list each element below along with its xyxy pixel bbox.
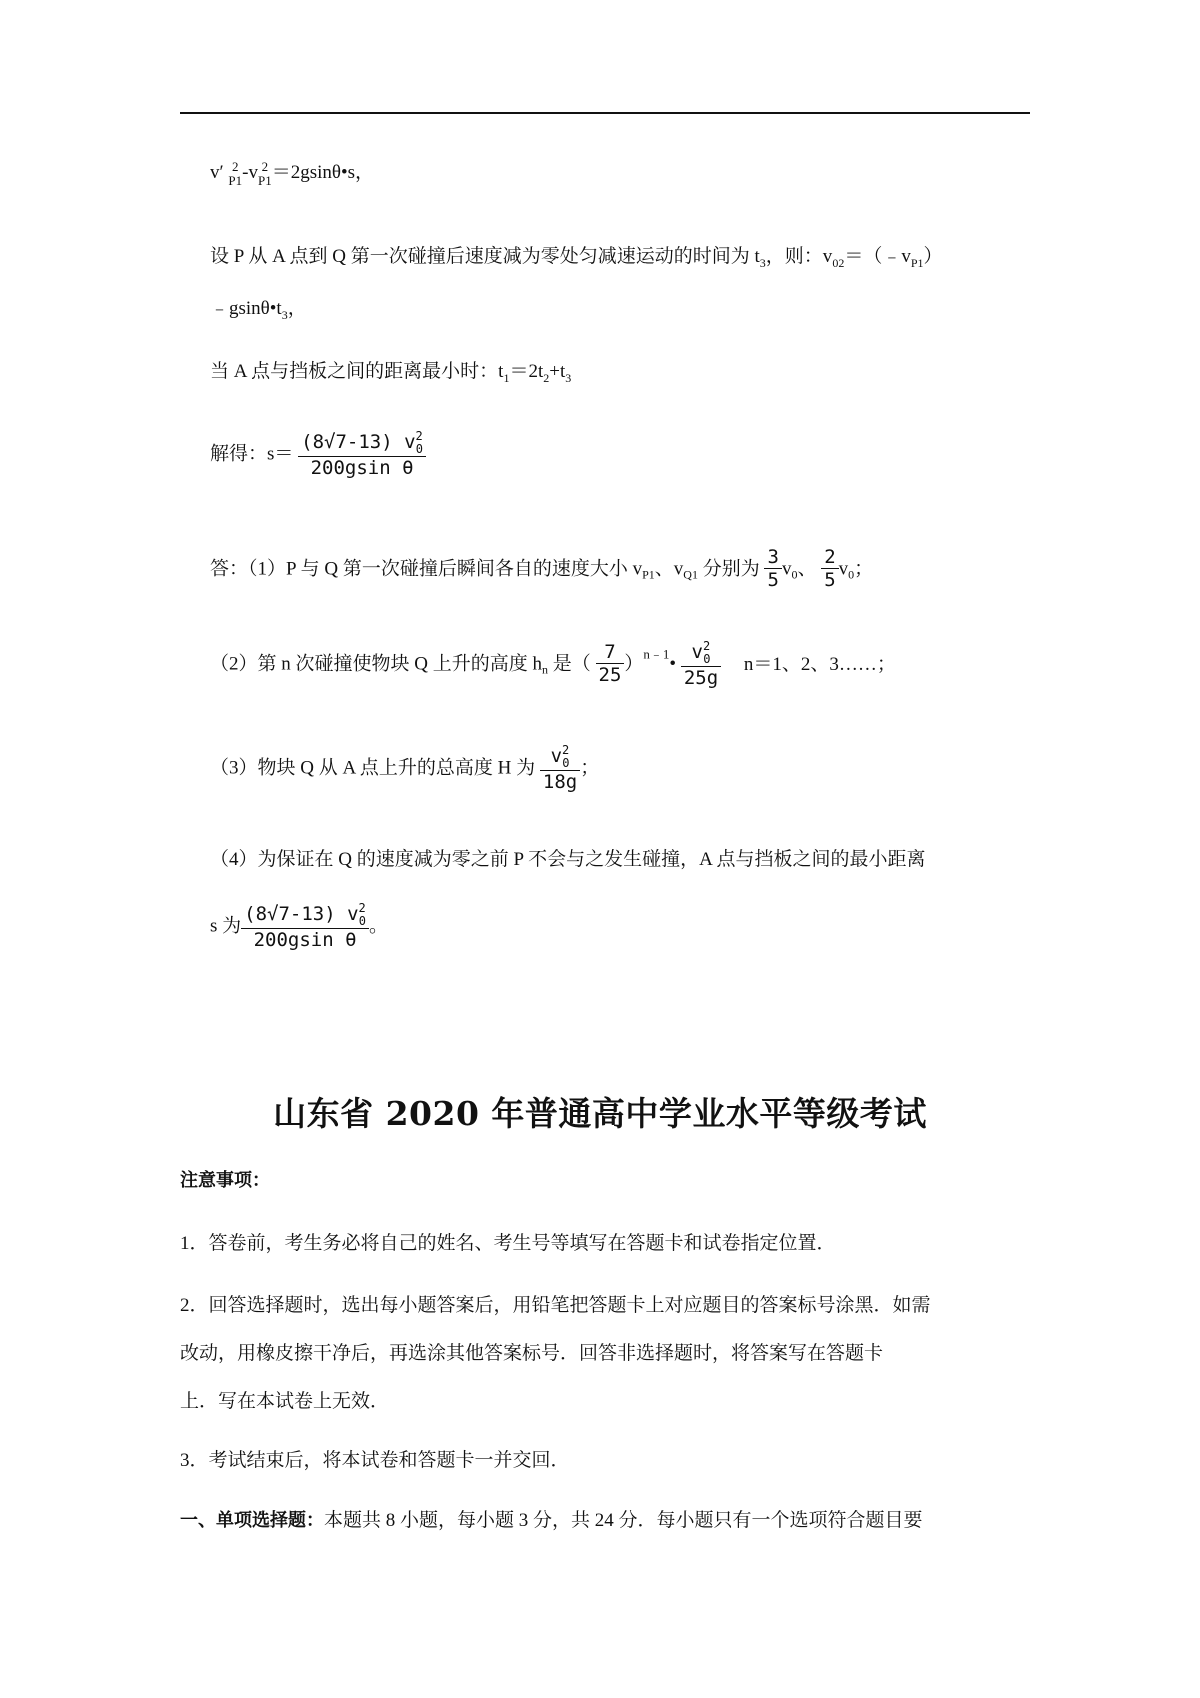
solution-line: 解得：s＝ $\frac{(8√7-13) v^2_0}{\text{200gsin θ}}$ [210,430,426,478]
section-1-heading: 一、单项选择题：本题共 8 小题，每小题 3 分，共 24 分．每小题只有一个选项符合题目要 [180,1510,923,1531]
notice-item-1: 1．答卷前，考生务必将自己的姓名、考生号等填写在答题卡和试卷指定位置． [180,1233,836,1254]
fraction-three-fifths: $\frac{3}{5}$ [764,548,781,590]
fraction-v0sq-25g: $\frac{v^2_0}{25g}$ [681,640,721,688]
answer-4-line2: s 为 $\frac{(8√7-13) v^2_0}{\text{200gsin θ}}$ 。 [210,901,389,951]
notice-item-3: 3．考试结束后，将本试卷和答题卡一并交回． [180,1450,570,1471]
header-rule [180,112,1030,114]
fraction-seven-25: $\frac{7}{25}$ [596,643,625,685]
answer-1: 答：（1）P 与 Q 第一次碰撞后瞬间各自的速度大小 $v_{P1}$、$v_{Q1}$ 分别为 $\frac{3}{5}$ $v_0$、 $\frac{2}{5}$ $v_0$； [210,546,874,591]
answer-3: （3）物块 Q 从 A 点上升的总高度 H 为 $\frac{v^2_0}{18g}$ ； [210,743,600,793]
answer-4-line1: （4）为保证在 Q 的速度减为零之前 P 不会与之发生碰撞，A 点与挡板之间的最小距离 [210,849,926,870]
notice-heading: 注意事项： [180,1170,270,1191]
min-distance-condition: 当 A 点与挡板之间的距离最小时：$t_1=2t_2+t_3$ [210,361,572,385]
fraction-v0sq-18g: $\frac{v^2_0}{18g}$ [540,744,580,792]
solution-fraction: $\frac{(8√7-13) v^2_0}{\text{200gsin θ}}$ [298,430,426,478]
min-distance-fraction: $\frac{(8√7-13) v^2_0}{\text{200gsin θ}}$ [241,902,369,950]
fraction-two-fifths: $\frac{2}{5}$ [821,548,838,590]
velocity-equation: v′ 2 P1 -v 2 P1 ＝2gsinθ•s， [210,159,375,188]
exam-title: 山东省 2020 年普通高中学业水平等级考试 [273,1094,927,1133]
v-scripts: 2 P1 [257,159,272,188]
answer-2: （2）第 n 次碰撞使物块 Q 上升的高度 $h_n$ 是（ $\frac{7}{25}$ ）$^{n﹣1}$• $\frac{v^2_0}{25g}$ n＝1、2、3……； [210,639,896,689]
t3-setup-line1: 设 P 从 A 点到 Q 第一次碰撞后速度减为零处匀减速运动的时间为 $t_3$，则：$v_{02}=(﹣v_{P1})$ [210,246,943,270]
notice-item-2: 2．回答选择题时，选出每小题答案后，用铅笔把答题卡上对应题目的答案标号涂黑．如需 改动，用橡皮擦干净后，再选涂其他答案标号．回答非选择题时，将答案写在答题卡 上．写在本试卷上无效． [180,1295,931,1412]
t3-setup-line2: $﹣gsin\theta•t_3$， [210,298,307,322]
v-prime-scripts: 2 P1 [228,159,243,188]
